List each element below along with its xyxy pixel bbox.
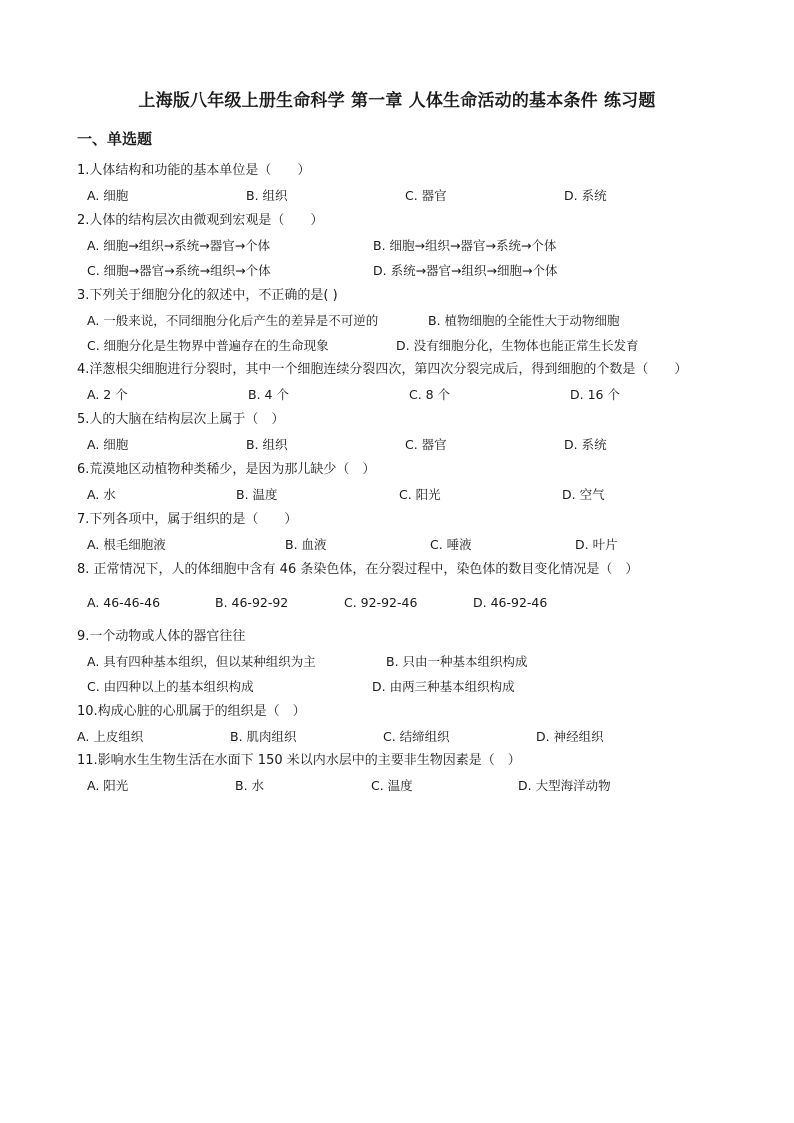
- q5-option-a: A. 细胞: [87, 437, 129, 452]
- q3-option-c: C. 细胞分化是生物界中普遍存在的生命现象: [87, 338, 329, 353]
- q2-option-c: C. 细胞→器官→系统→组织→个体: [87, 263, 271, 278]
- question-11-stem: 11.影响水生生物生活在水面下 150 米以内水层中的主要非生物因素是（ ）: [77, 753, 521, 768]
- question-7-options: [0, 536, 794, 554]
- question-8-options: [0, 594, 794, 612]
- q9-option-d: D. 由两三种基本组织构成: [372, 679, 515, 694]
- q8-option-c: C. 92-92-46: [344, 595, 418, 610]
- q11-option-d: D. 大型海洋动物: [518, 778, 611, 793]
- section-heading: 一、单选题: [77, 130, 153, 148]
- question-3-options-row-1: [0, 312, 794, 330]
- question-10-options: [0, 728, 794, 746]
- q1-option-a: A. 细胞: [87, 188, 129, 203]
- q8-option-a: A. 46-46-46: [87, 595, 161, 610]
- question-11-options: [0, 777, 794, 795]
- q2-option-d: D. 系统→器官→组织→细胞→个体: [373, 263, 558, 278]
- q6-option-b: B. 温度: [236, 487, 278, 502]
- question-7-stem: 7.下列各项中，属于组织的是（ ）: [77, 512, 298, 527]
- question-3-stem: 3.下列关于细胞分化的叙述中，不正确的是( ): [77, 288, 338, 303]
- q6-option-a: A. 水: [87, 487, 116, 502]
- q10-option-a: A. 上皮组织: [77, 729, 144, 744]
- q7-option-d: D. 叶片: [575, 537, 618, 552]
- q3-option-a: A. 一般来说，不同细胞分化后产生的差异是不可逆的: [87, 313, 379, 328]
- q10-option-c: C. 结缔组织: [383, 729, 450, 744]
- question-3-options-row-2: [0, 337, 794, 355]
- q8-option-b: B. 46-92-92: [215, 595, 289, 610]
- question-4-options: [0, 386, 794, 404]
- q4-option-a: A. 2 个: [87, 387, 128, 402]
- q9-option-b: B. 只由一种基本组织构成: [386, 654, 528, 669]
- q10-option-b: B. 肌肉组织: [230, 729, 297, 744]
- question-2-stem: 2.人体的结构层次由微观到宏观是（ ）: [77, 213, 324, 228]
- q9-option-a: A. 具有四种基本组织，但以某种组织为主: [87, 654, 316, 669]
- q5-option-b: B. 组织: [246, 437, 288, 452]
- q7-option-a: A. 根毛细胞液: [87, 537, 166, 552]
- question-9-options-row-1: [0, 653, 794, 671]
- question-9-stem: 9.一个动物或人体的器官往往: [77, 629, 246, 644]
- q1-option-b: B. 组织: [246, 188, 288, 203]
- question-2-options-row-2: [0, 262, 794, 280]
- question-8-stem: 8. 正常情况下，人的体细胞中含有 46 条染色体，在分裂过程中，染色体的数目变化情况是（ ）: [77, 562, 639, 577]
- question-1-stem: 1.人体结构和功能的基本单位是（ ）: [77, 163, 311, 178]
- question-6-stem: 6.荒漠地区动植物种类稀少，是因为那儿缺少（ ）: [77, 462, 376, 477]
- question-6-options: [0, 486, 794, 504]
- q10-option-d: D. 神经组织: [536, 729, 604, 744]
- q11-option-a: A. 阳光: [87, 778, 129, 793]
- q3-option-d: D. 没有细胞分化，生物体也能正常生长发育: [396, 338, 639, 353]
- q3-option-b: B. 植物细胞的全能性大于动物细胞: [428, 313, 620, 328]
- q5-option-c: C. 器官: [405, 437, 447, 452]
- q8-option-d: D. 46-92-46: [473, 595, 548, 610]
- q4-option-b: B. 4 个: [248, 387, 289, 402]
- q11-option-c: C. 温度: [371, 778, 413, 793]
- q6-option-d: D. 空气: [562, 487, 605, 502]
- q6-option-c: C. 阳光: [399, 487, 441, 502]
- q2-option-b: B. 细胞→组织→器官→系统→个体: [373, 238, 557, 253]
- question-9-options-row-2: [0, 678, 794, 696]
- question-10-stem: 10.构成心脏的心肌属于的组织是（ ）: [77, 704, 306, 719]
- q2-option-a: A. 细胞→组织→系统→器官→个体: [87, 238, 271, 253]
- q4-option-c: C. 8 个: [409, 387, 451, 402]
- question-5-options: [0, 436, 794, 454]
- q9-option-c: C. 由四种以上的基本组织构成: [87, 679, 254, 694]
- question-1-options: [0, 187, 794, 205]
- question-4-stem: 4.洋葱根尖细胞进行分裂时，其中一个细胞连续分裂四次，第四次分裂完成后，得到细胞的个数是（ ）: [77, 362, 688, 377]
- question-2-options-row-1: [0, 237, 794, 255]
- question-5-stem: 5.人的大脑在结构层次上属于（ ）: [77, 412, 285, 427]
- q5-option-d: D. 系统: [564, 437, 607, 452]
- q4-option-d: D. 16 个: [570, 387, 620, 402]
- q11-option-b: B. 水: [235, 778, 265, 793]
- q1-option-d: D. 系统: [564, 188, 607, 203]
- q7-option-c: C. 唾液: [430, 537, 472, 552]
- q7-option-b: B. 血液: [285, 537, 327, 552]
- document-title: 上海版八年级上册生命科学 第一章 人体生命活动的基本条件 练习题: [138, 91, 656, 111]
- q1-option-c: C. 器官: [405, 188, 447, 203]
